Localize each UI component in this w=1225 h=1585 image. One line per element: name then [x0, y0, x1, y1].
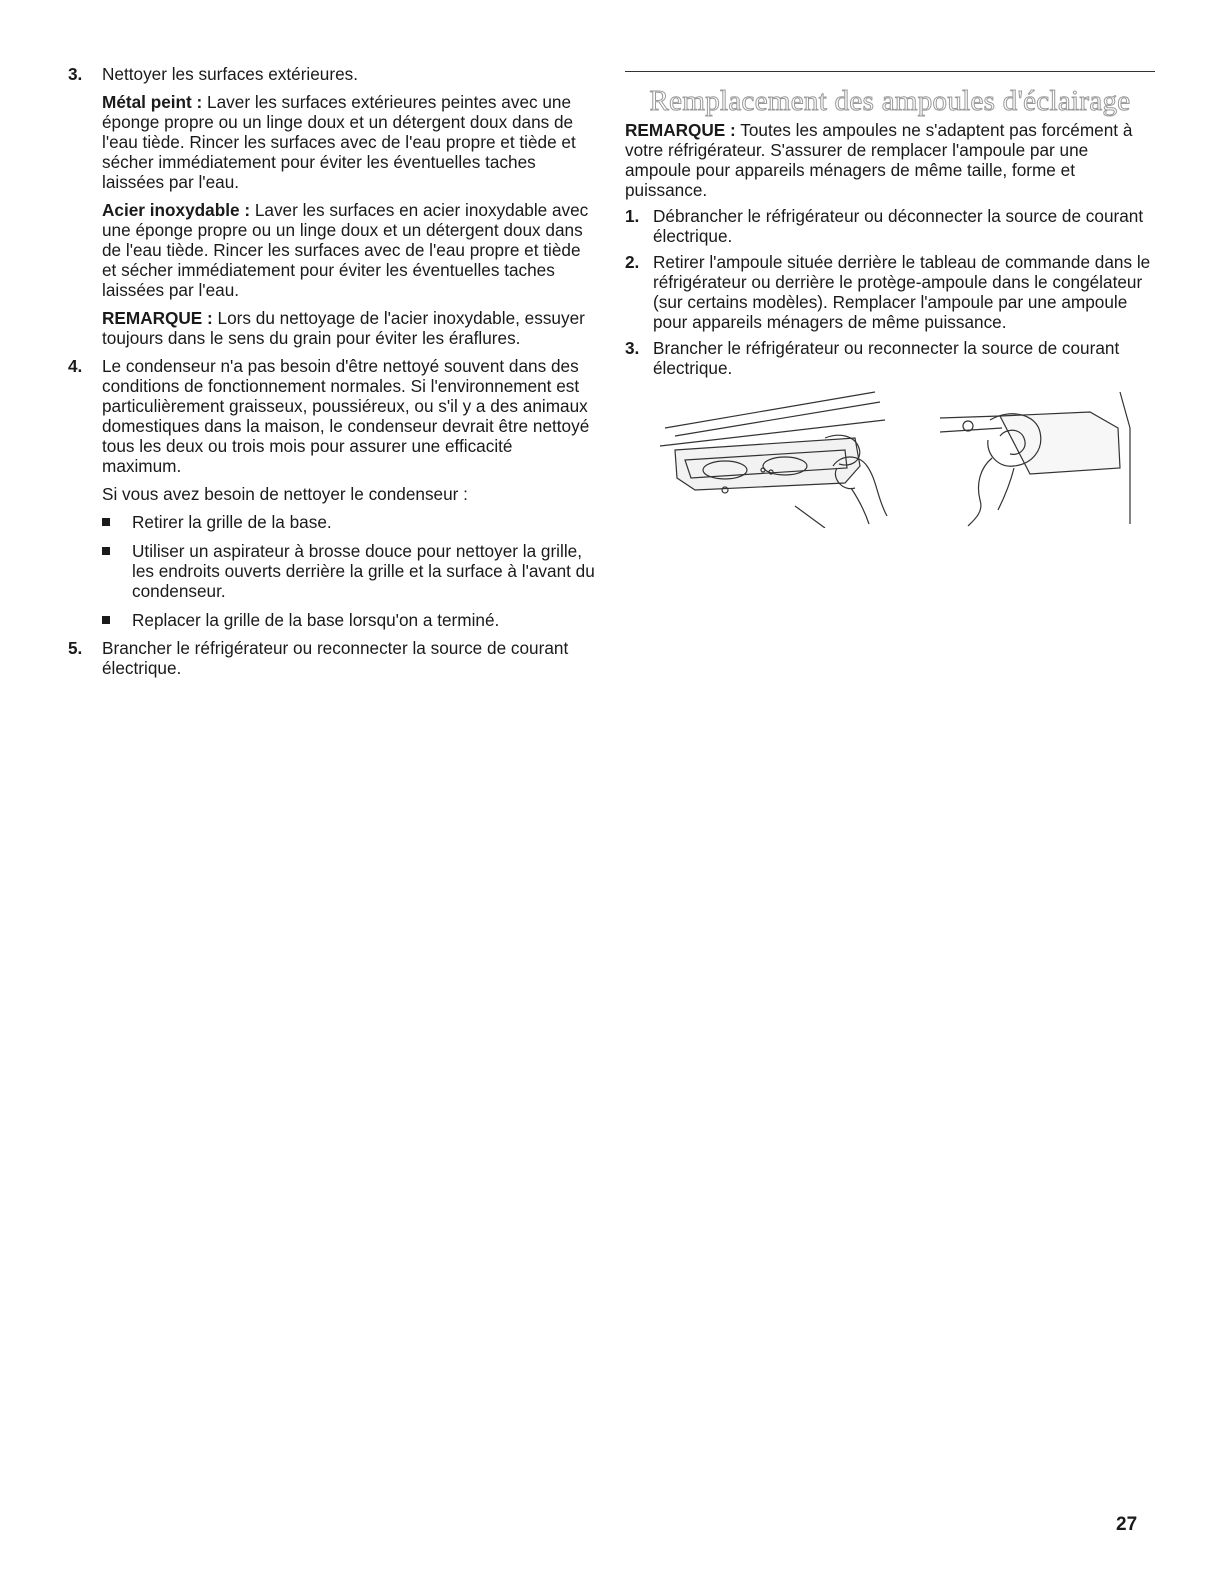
stainless-note-label: REMARQUE : — [102, 308, 213, 328]
bulb-step-3-text: Brancher le réfrigérateur ou reconnecter la source de courant électrique. — [653, 338, 1120, 378]
bulb-step-1 — [625, 206, 1155, 246]
bullet-square-icon — [102, 616, 110, 624]
step-3-text: Nettoyer les surfaces extérieures. — [102, 64, 359, 84]
bullet-item — [102, 541, 596, 601]
painted-metal-text: Laver les surfaces extérieures peintes avec une éponge propre ou un linge doux et un détergent doux dans de l'eau tiède. Rincer les surfaces avec de l'eau propre et tiède et sécher immédiatement pour éviter les éventuelles taches laissées par l'eau. — [102, 92, 576, 192]
bulb-step-3-number: 3. — [625, 338, 640, 358]
section-divider — [625, 71, 1155, 72]
stainless-steel-paragraph — [102, 200, 596, 300]
bullet-item — [102, 512, 596, 532]
left-column — [68, 64, 596, 686]
bulb-replacement-illustrations — [625, 388, 1155, 538]
bullet-text: Retirer la grille de la base. — [132, 512, 332, 532]
control-panel-bulb-illustration — [655, 388, 895, 528]
step-4-number: 4. — [68, 356, 83, 376]
stainless-note-text: Lors du nettoyage de l'acier inoxydable, essuyer toujours dans le sens du grain pour éviter les éraflures. — [102, 308, 585, 348]
bullet-square-icon — [102, 518, 110, 526]
freezer-bulb-illustration — [940, 388, 1140, 528]
bulb-note-text: Toutes les ampoules ne s'adaptent pas forcément à votre réfrigérateur. S'assurer de remplacer l'ampoule par une ampoule pour appareils ménagers de même taille, forme et puissance. — [625, 120, 1133, 200]
bulb-step-3 — [625, 338, 1155, 378]
step-3-number: 3. — [68, 64, 83, 84]
right-column — [625, 64, 1155, 538]
bullet-square-icon — [102, 547, 110, 555]
stainless-steel-text: Laver les surfaces en acier inoxydable avec une éponge propre ou un linge doux et un détergent doux dans de l'eau tiède. Rincer les surfaces avec de l'eau propre et tiède et sécher immédiatement pour éviter les éventuelles taches laissées par l'eau. — [102, 200, 589, 300]
stainless-note-paragraph — [102, 308, 596, 348]
bulb-step-2 — [625, 252, 1155, 332]
bullet-text: Replacer la grille de la base lorsqu'on a terminé. — [132, 610, 500, 630]
step-5-number: 5. — [68, 638, 83, 658]
step-5 — [68, 638, 596, 678]
bulb-step-2-text: Retirer l'ampoule située derrière le tableau de commande dans le réfrigérateur ou derrière le protège-ampoule dans le congélateur (sur certains modèles). Remplacer l'ampoule par une ampoule pour appareils ménagers de même puissance. — [653, 252, 1151, 332]
step-3 — [68, 64, 596, 348]
bulb-step-1-text: Débrancher le réfrigérateur ou déconnecter la source de courant électrique. — [653, 206, 1144, 246]
step-4 — [68, 356, 596, 630]
bulb-step-2-number: 2. — [625, 252, 640, 272]
bulb-note-paragraph — [625, 120, 1155, 200]
step-4-text: Le condenseur n'a pas besoin d'être nettoyé souvent dans des conditions de fonctionnement normales. Si l'environnement est particulièrement graisseux, poussiéreux, ou s'il y a des animaux domestiques dans la maison, le condenseur devrait être nettoyé tous les deux ou trois mois pour assurer une efficacité maximum. — [102, 356, 590, 476]
step-5-text: Brancher le réfrigérateur ou reconnecter la source de courant électrique. — [102, 638, 569, 678]
stainless-steel-label: Acier inoxydable : — [102, 200, 251, 220]
bullet-text: Utiliser un aspirateur à brosse douce pour nettoyer la grille, les endroits ouverts derrière la grille et la surface à l'avant du condenseur. — [132, 541, 595, 601]
painted-metal-label: Métal peint : — [102, 92, 203, 112]
bulb-note-label: REMARQUE : — [625, 120, 736, 140]
painted-metal-paragraph — [102, 92, 596, 192]
bullet-item — [102, 610, 596, 630]
step-4-intro: Si vous avez besoin de nettoyer le condenseur : — [102, 484, 468, 504]
page-number: 27 — [1116, 1514, 1138, 1535]
bulb-step-1-number: 1. — [625, 206, 640, 226]
section-title: Remplacement des ampoules d'éclairage — [649, 85, 1131, 117]
